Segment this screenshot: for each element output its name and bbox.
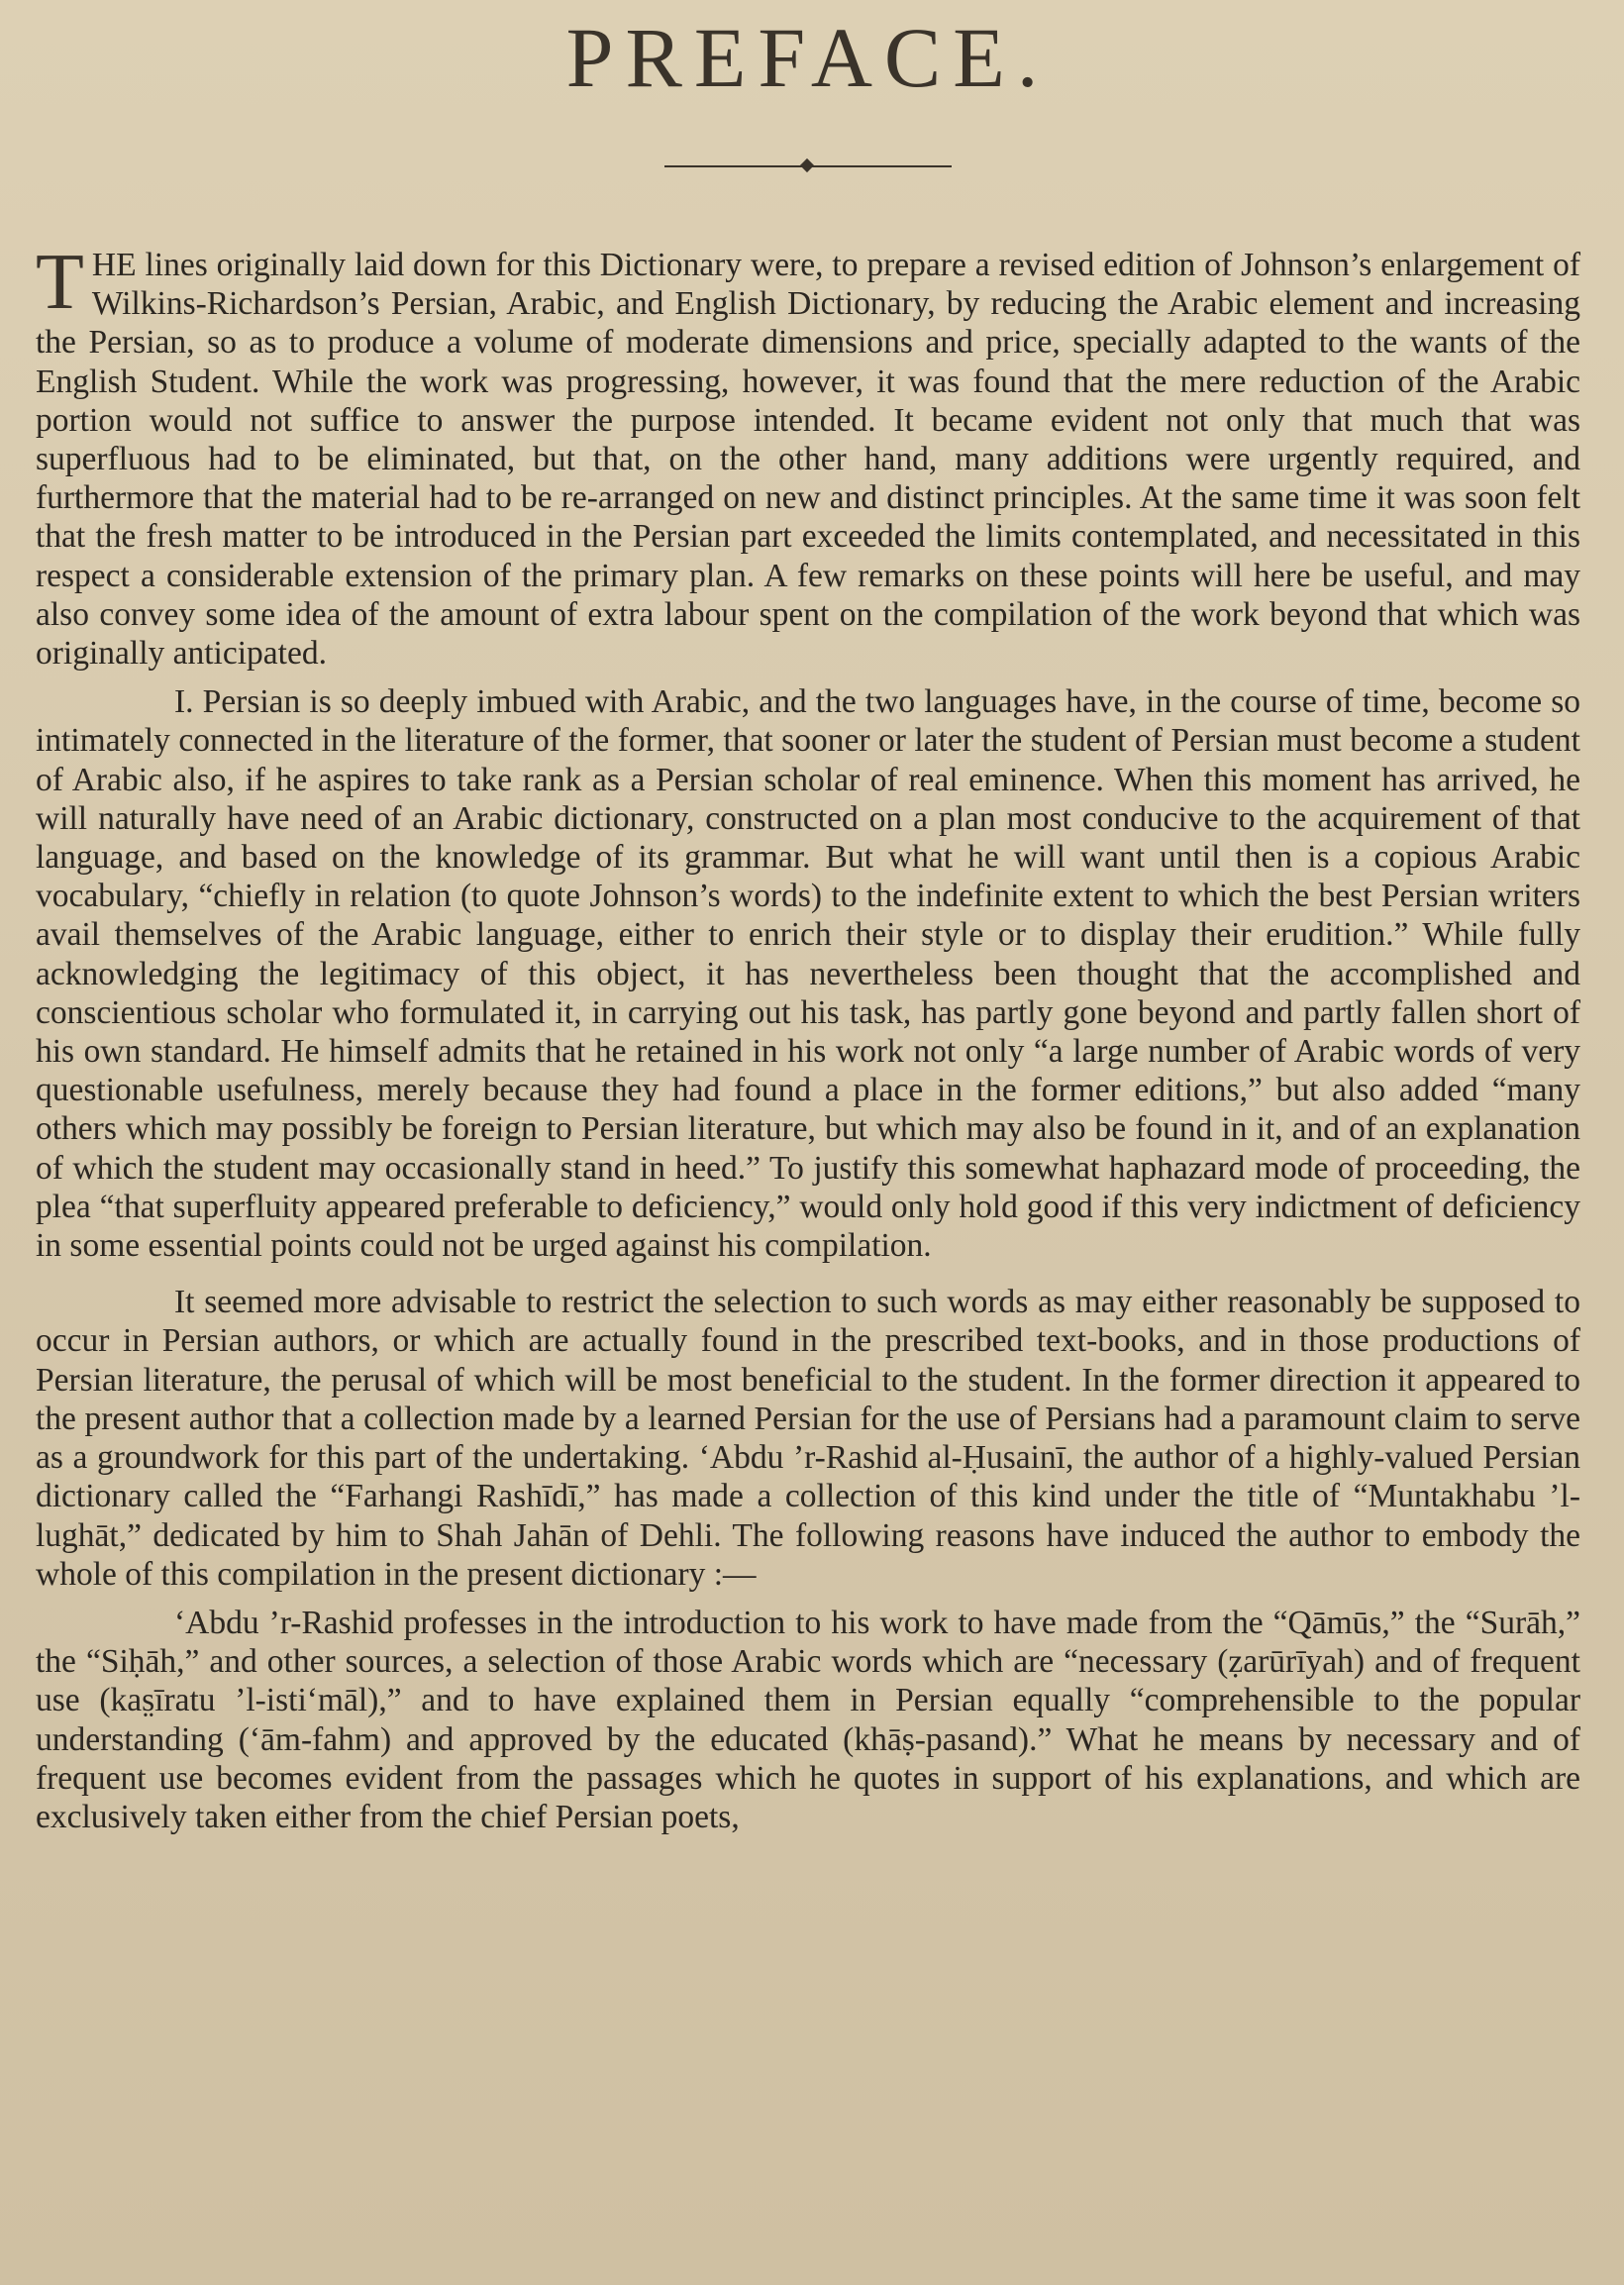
paragraph-2: I. Persian is so deeply imbued with Arabic, and the two languages have, in the course of time, become so intimately connected in the literature of the former, that sooner or later the student of Persian must become a student of Arabic also, if he aspires to take rank as a Persian scholar of real eminence. When this moment has arrived, he will naturally have need of an Arabic dictionary, constructed on a plan most conducive to the acquirement of that language, and based on the knowledge of its grammar. But what he will want until then is a copious Arabic vocabulary, “chiefly in relation (to quote Johnson’s words) to the indefinite extent to which the best Persian writers avail themselves of the Arabic language, either to enrich their style or to display their erudition.” While fully acknowledging the legitimacy of this object, it has nevertheless been thought that the accomplished and conscientious scholar who formulated it, in carrying out his task, has partly gone beyond and partly fallen short of his own standard. He himself admits that he retained in his work not only “a large number of Arabic words of very questionable usefulness, merely because they had found a place in the former editions,” but also added “many others which may possibly be foreign to Persian literature, but which may also be found in it, and of an explanation of which the student may occasionally stand in heed.” To justify this somewhat haphazard mode of proceeding, the plea “that superfluity appeared preferable to deficiency,” would only hold good if this very indictment of deficiency in some essential points could not be urged against his compilation. [36, 683, 1580, 1265]
body-text [36, 239, 1580, 1836]
paragraph-4: ‘Abdu ’r-Rashid professes in the introduction to his work to have made from the “Qāmūs,” the “Surāh,” the “Siḥāh,” and other sources, a selection of those Arabic words which are “necessary (ẓarūrīyah) and of frequent use (kas̤īratu ’l-isti‘māl),” and to have explained them in Persian equally “comprehensible to the popular understanding (‘ām-fahm) and approved by the educated (khāṣ-pasand).” What he means by necessary and of frequent use becomes evident from the passages which he quotes in support of his explanations, and which are exclusively taken either from the chief Persian poets, [36, 1604, 1580, 1835]
title-ornament [664, 156, 952, 176]
paragraph-3: It seemed more advisable to restrict the selection to such words as may either reasonably be supposed to occur in Persian authors, or which are actually found in the prescribed text-books, and in those productions of Persian literature, the perusal of which will be most beneficial to the student. In the former direction it appeared to the present author that a collection made by a learned Persian for the use of Persians had a paramount claim to serve as a groundwork for this part of the undertaking. ‘Abdu ’r-Rashid al-Ḥusainī, the author of a highly-valued Persian dictionary called the “Farhangi Rashīdī,” has made a collection of this kind under the title of “Muntakhabu ’l-lughāt,” dedicated by him to Shah Jahān of Dehli. The following reasons have induced the author to embody the whole of this compilation in the present dictionary :— [36, 1284, 1580, 1593]
drop-cap: T [36, 239, 84, 326]
paragraph-1-text: HE lines originally laid down for this Dictionary were, to prepare a revised edition of Johnson’s enlargement of Wilkins-Richardson’s Persian, Arabic, and English Dictionary, by reducing the Arabic element and increasing the Persian, so as to produce a volume of moderate dimensions and price, specially adapted to the wants of the English Student. While the work was progressing, however, it was found that the mere reduction of the Arabic portion would not suffice to answer the purpose intended. It became evident not only that much that was superfluous had to be eliminated, but that, on the other hand, many additions were urgently required, and furthermore that the material had to be re-arranged on new and distinct principles. At the same time it was soon felt that the fresh matter to be introduced in the Persian part exceeded the limits contemplated, and necessitated in this respect a considerable extension of the primary plan. A few remarks on these points will here be useful, and may also convey some idea of the amount of extra labour spent on the compilation of the work beyond that which was originally anticipated. [36, 247, 1580, 673]
paragraph-1 [36, 239, 1580, 673]
page-title: PREFACE. [565, 10, 1051, 105]
page [36, 0, 1580, 2285]
ornament-diamond-icon [800, 158, 814, 172]
